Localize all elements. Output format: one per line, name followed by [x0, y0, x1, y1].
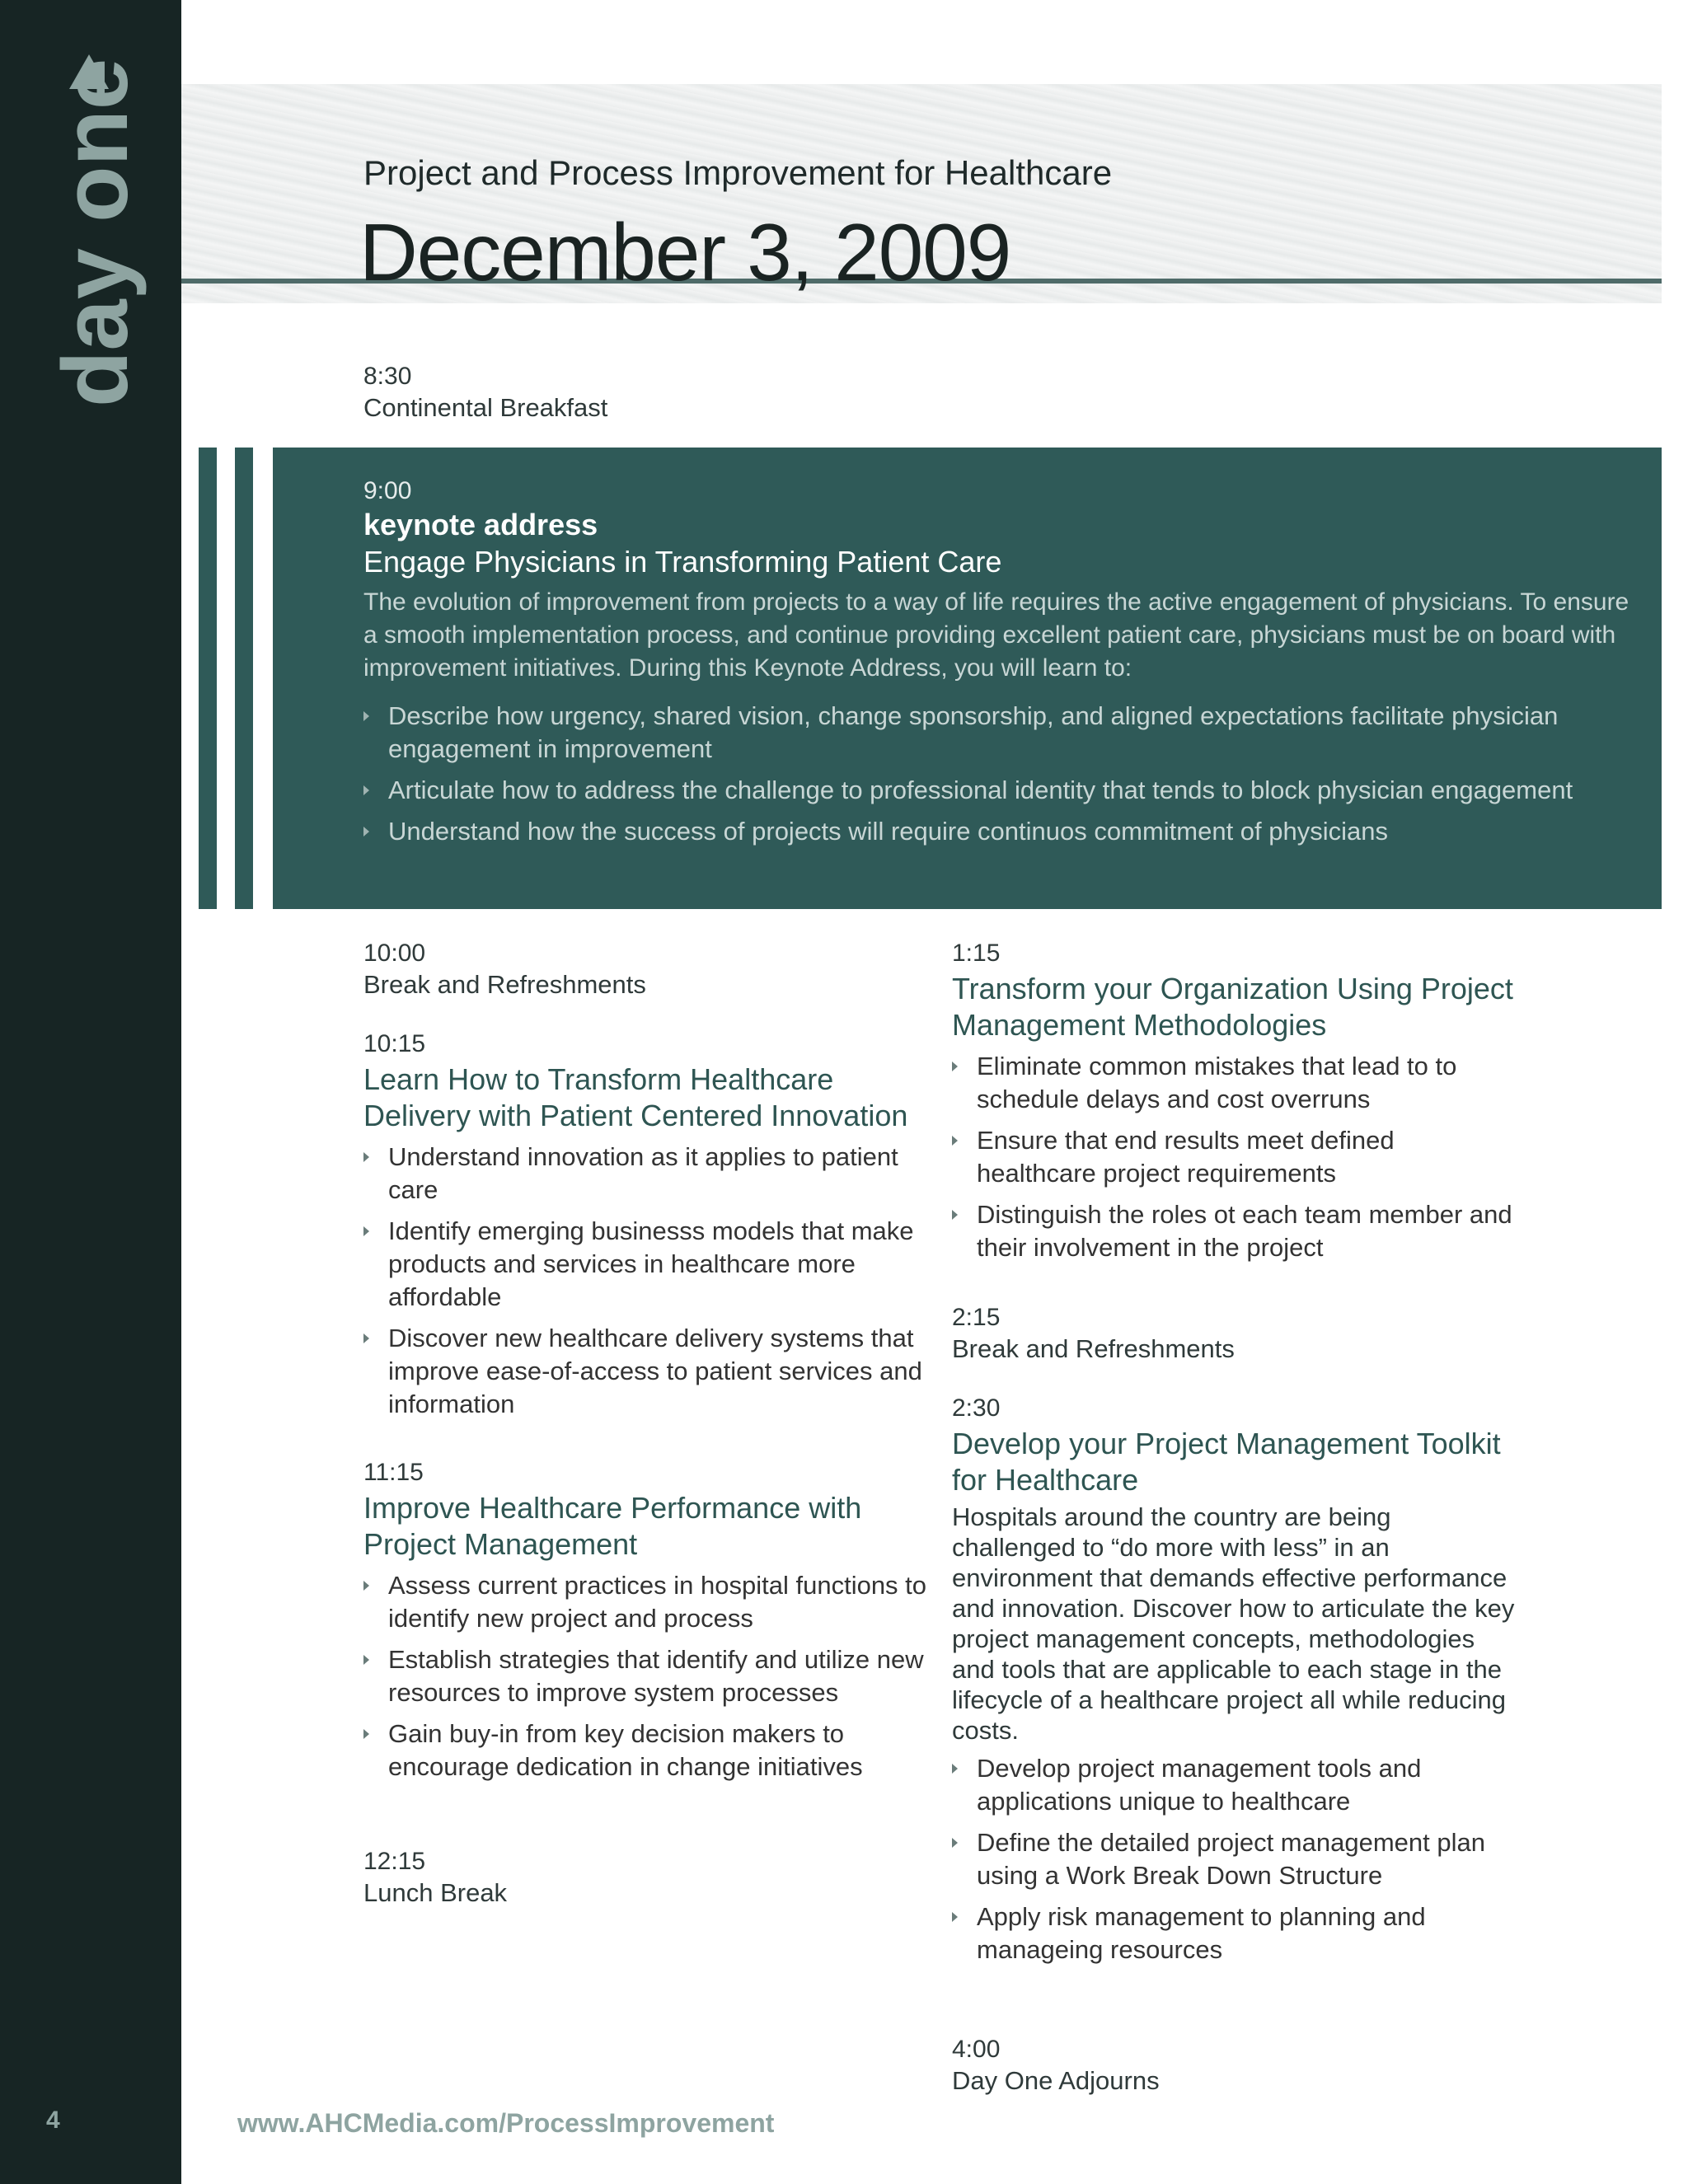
bullet-triangle-icon	[363, 1226, 369, 1236]
keynote-description: The evolution of improvement from projects to a way of life requires the active engagement of physicians. To ensure a smooth implementation process, and continue providing excellent patient care, physicians must be on board with improvement initiatives. During this Keynote Address, you will learn to:	[363, 588, 1629, 682]
header-subtitle: Project and Process Improvement for Healthcare	[363, 153, 1113, 192]
keynote-stripe	[199, 448, 217, 909]
list-item: Discover new healthcare delivery systems that improve ease-of-access to patient services and information	[363, 1322, 932, 1421]
time: 2:30	[952, 1394, 1001, 1422]
list-item: Establish strategies that identify and utilize new resources to improve system processes	[363, 1643, 932, 1709]
breakfast-item	[363, 361, 607, 424]
item-label: Lunch Break	[363, 1878, 508, 1907]
break-item	[363, 938, 932, 1001]
sidebar	[0, 0, 181, 2184]
list-item: Distinguish the roles ot each team member and their involvement in the project	[952, 1198, 1521, 1264]
list-item: Understand innovation as it applies to patient care	[363, 1141, 932, 1207]
item-label: Continental Breakfast	[363, 393, 608, 422]
bullet-triangle-icon	[952, 1838, 958, 1848]
bullet-triangle-icon	[363, 1655, 369, 1665]
session-item	[363, 1457, 932, 1792]
list-item: Gain buy-in from key decision makers to encourage dedication in change initiatives	[363, 1718, 932, 1783]
bullet-triangle-icon	[363, 785, 369, 795]
session-title: Improve Healthcare Performance with Project Management	[363, 1491, 862, 1561]
item-label: Break and Refreshments	[363, 970, 646, 999]
lunch-item	[363, 1846, 932, 1909]
bullet-triangle-icon	[952, 1210, 958, 1220]
bullet-triangle-icon	[952, 1912, 958, 1922]
keynote-panel	[273, 448, 1662, 909]
bullet-triangle-icon	[363, 1152, 369, 1162]
item-label: Day One Adjourns	[952, 2066, 1160, 2095]
session-bullets	[363, 1569, 932, 1783]
list-item: Develop project management tools and applications unique to healthcare	[952, 1752, 1521, 1818]
footer-url[interactable]: www.AHCMedia.com/ProcessImprovement	[237, 2108, 775, 2138]
session-bullets	[952, 1050, 1521, 1264]
keynote-title: Engage Physicians in Transforming Patient Care	[363, 545, 1002, 579]
list-item: Apply risk management to planning and manageing resources	[952, 1900, 1521, 1966]
list-item: Articulate how to address the challenge to professional identity that tends to block physician engagement	[363, 774, 1633, 807]
bullet-triangle-icon	[363, 1581, 369, 1591]
keynote-stripe	[235, 448, 253, 909]
session-item	[363, 1029, 932, 1429]
time: 4:00	[952, 2036, 1001, 2063]
bullet-triangle-icon	[363, 827, 369, 837]
adjourn-item	[952, 2034, 1521, 2097]
bullet-triangle-icon	[952, 1764, 958, 1774]
time: 1:15	[952, 940, 1001, 967]
time: 12:15	[363, 1848, 426, 1875]
session-item	[952, 1393, 1521, 1975]
list-item: Understand how the success of projects will require continuos commitment of physicians	[363, 815, 1633, 848]
time: 10:15	[363, 1030, 426, 1057]
session-item	[952, 938, 1521, 1272]
break-item	[952, 1302, 1521, 1365]
time: 9:00	[363, 477, 412, 504]
keynote-bullets	[363, 700, 1633, 848]
bullet-triangle-icon	[952, 1136, 958, 1146]
session-title: Develop your Project Management Toolkit for Healthcare	[952, 1427, 1501, 1497]
list-item: Assess current practices in hospital functions to identify new project and process	[363, 1569, 932, 1635]
list-item: Ensure that end results meet defined healthcare project requirements	[952, 1124, 1521, 1190]
keynote-label: keynote address	[363, 508, 598, 541]
time: 8:30	[363, 363, 412, 390]
session-description: Hospitals around the country are being challenged to “do more with less” in an environment that demands effective performance and innovation. Discover how to articulate the key project management concepts, methodologies and tools that are applicable to each stage in the lifecycle of a healthcare project all while reducing costs.	[952, 1502, 1515, 1745]
time: 11:15	[363, 1459, 424, 1486]
bullet-triangle-icon	[363, 711, 369, 721]
list-item: Define the detailed project management plan using a Work Break Down Structure	[952, 1826, 1521, 1892]
header-date: December 3, 2009	[359, 207, 1011, 298]
page-number: 4	[46, 2107, 60, 2134]
list-item: Identify emerging businesss models that make products and services in healthcare more affordable	[363, 1215, 932, 1314]
list-item: Describe how urgency, shared vision, change sponsorship, and aligned expectations facilitate physician engagement in improvement	[363, 700, 1633, 766]
bullet-triangle-icon	[363, 1333, 369, 1343]
session-bullets	[363, 1141, 932, 1421]
day-label: day one	[44, 58, 147, 407]
item-label: Break and Refreshments	[952, 1334, 1235, 1363]
session-title: Learn How to Transform Healthcare Delivery with Patient Centered Innovation	[363, 1062, 908, 1132]
bullet-triangle-icon	[363, 1729, 369, 1739]
time: 10:00	[363, 940, 426, 967]
session-title: Transform your Organization Using Project Management Methodologies	[952, 972, 1513, 1042]
session-bullets	[952, 1752, 1521, 1966]
time: 2:15	[952, 1304, 1001, 1331]
bullet-triangle-icon	[952, 1062, 958, 1071]
list-item: Eliminate common mistakes that lead to to schedule delays and cost overruns	[952, 1050, 1521, 1116]
